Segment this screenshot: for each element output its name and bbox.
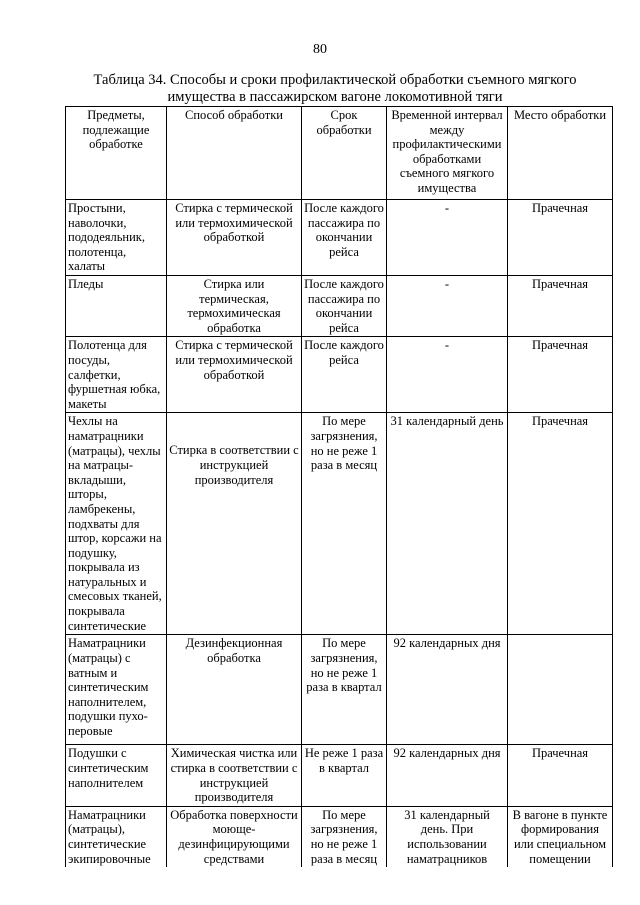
cell-place: Прачечная [508, 276, 613, 337]
cell-items: Полотенца для посуды, салфетки, фуршетная юбка, макеты [66, 337, 167, 413]
table-row [66, 413, 613, 635]
cell-method: Дезинфекционная обработка [167, 635, 302, 745]
cell-place: Прачечная [508, 200, 613, 276]
cell-method: Химическая чистка или стирка в соответствии с инструкцией производителя [167, 745, 302, 806]
cell-place: Прачечная [508, 745, 613, 806]
cell-term: После каждого пассажира по окончании рейса [302, 200, 387, 276]
cell-interval: 92 календарных дня [387, 635, 508, 745]
table-row [66, 276, 613, 337]
table-row [66, 337, 613, 413]
header-place: Место обработки [508, 107, 613, 200]
cell-items: Подушки с синтетическим наполнителем [66, 745, 167, 806]
cell-term: Не реже 1 раза в квартал [302, 745, 387, 806]
cell-place: Прачечная [508, 337, 613, 413]
cell-interval: 31 календарный день. При использовании наматрацников [387, 806, 508, 867]
cell-items: Чехлы на наматрацники (матрацы), чехлы на матрацы-вкладыши, шторы, ламбрекены, подхваты для штор, корсажи на подушку, покрывала из натуральных и смесовых тканей, покрывала синтетические [66, 413, 167, 635]
table-row [66, 745, 613, 806]
cell-interval: - [387, 337, 508, 413]
cell-items: Пледы [66, 276, 167, 337]
page-number: 80 [313, 42, 327, 57]
cell-interval: - [387, 200, 508, 276]
header-method: Способ обработки [167, 107, 302, 200]
table-title: Таблица 34. Способы и сроки профилактической обработки съемного мягкого имущества в пассажирском вагоне локомотивной тяги [93, 72, 577, 105]
table-row [66, 635, 613, 745]
cell-interval: - [387, 276, 508, 337]
table-row [66, 200, 613, 276]
cell-method: Стирка или термическая, термохимическая обработка [167, 276, 302, 337]
cell-term: По мере загрязнения, но не реже 1 раза в квартал [302, 635, 387, 745]
cell-term: После каждого рейса [302, 337, 387, 413]
header-items: Предметы, подлежащие обработке [66, 107, 167, 200]
header-term: Срок обработки [302, 107, 387, 200]
header-interval: Временной интервал между профилактическими обработками съемного мягкого имущества [387, 107, 508, 200]
cell-term: По мере загрязнения, но не реже 1 раза в месяц [302, 413, 387, 635]
cell-method: Стирка в соответствии с инструкцией производителя [167, 413, 302, 635]
cell-place: Прачечная [508, 413, 613, 635]
cell-term: После каждого пассажира по окончании рейса [302, 276, 387, 337]
cell-items: Наматрацники (матрацы) с ватным и синтетическим наполнителем, подушки пухо-перовые [66, 635, 167, 745]
cell-method: Стирка с термической или термохимической обработкой [167, 200, 302, 276]
treatment-table [65, 106, 613, 867]
cell-method: Обработка поверхности моюще-дезинфицирующими средствами [167, 806, 302, 867]
cell-interval: 92 календарных дня [387, 745, 508, 806]
cell-interval: 31 календарный день [387, 413, 508, 635]
cell-place: В вагоне в пункте формирования или специальном помещении [508, 806, 613, 867]
cell-method: Стирка с термической или термохимической обработкой [167, 337, 302, 413]
cell-items: Наматрацники (матрацы), синтетические экипировочные [66, 806, 167, 867]
table-row [66, 806, 613, 867]
cell-term: По мере загрязнения, но не реже 1 раза в месяц [302, 806, 387, 867]
cell-items: Простыни, наволочки, пододеяльник, полотенца, халаты [66, 200, 167, 276]
table-header-row [66, 107, 613, 200]
cell-place [508, 635, 613, 745]
